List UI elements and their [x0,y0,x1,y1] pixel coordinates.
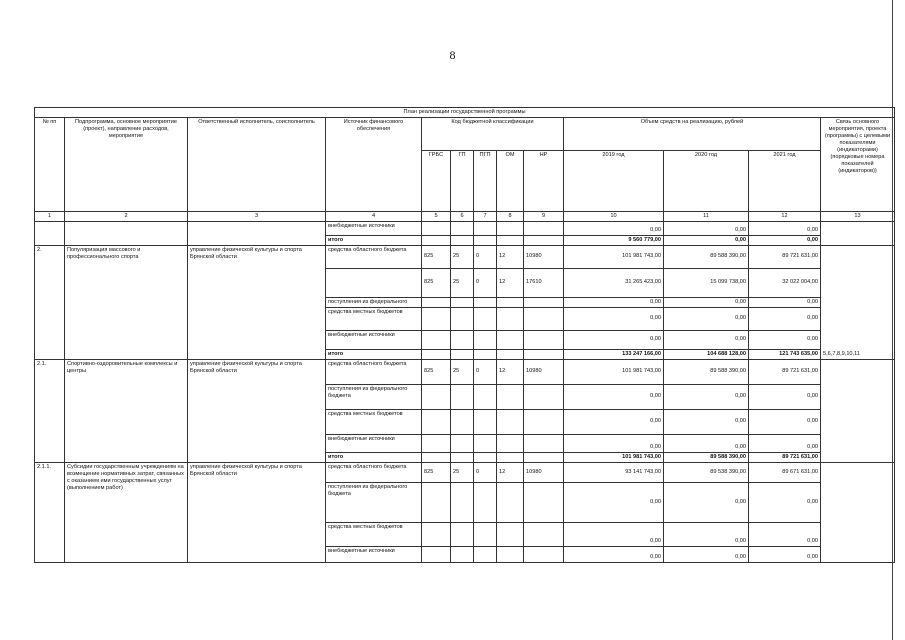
header-responsible: Ответственный исполнитель, соисполнитель [188,118,326,212]
header-subprogram: Подпрограмма, основное мероприятие (проект), направление расходов, мероприятие [65,118,188,212]
source-cell: внебюджетные источники [326,221,422,235]
value-2020: 0,00 [664,297,749,307]
value-2019: 9 560 779,00 [564,235,664,245]
header-grbs: ГРБС [422,151,451,212]
value-2019: 31 265 423,00 [564,268,664,297]
header-year-2021: 2021 год [749,151,821,212]
col-number: 5 [422,212,451,222]
header-year-2019: 2019 год [564,151,664,212]
header-source: Источник финансового обеспечения [326,118,422,212]
value-2020: 0,00 [664,307,749,330]
value-2021: 89 721 631,00 [749,452,821,462]
value-2020: 0,00 [664,384,749,409]
page-number: 8 [449,48,456,62]
value-2020: 89 588 390,00 [664,452,749,462]
header-gp: ГП [451,151,474,212]
source-cell: поступления из федерального бюджета [326,482,422,522]
value-2021: 0,00 [749,482,821,522]
code-om: 12 [497,268,524,297]
code-gp: 25 [451,268,474,297]
value-2021: 0,00 [749,384,821,409]
code-pgp: 0 [474,245,497,268]
value-2020: 89 588 390,00 [664,359,749,384]
value-2019: 0,00 [564,221,664,235]
source-cell: итого [326,452,422,462]
item-responsible: управление физической культуры и спорта Брянской области [188,359,326,462]
value-2021: 0,00 [749,434,821,452]
code-nr: 10980 [524,245,564,268]
code-pgp: 0 [474,359,497,384]
col-number: 6 [451,212,474,222]
header-pgp: ПГП [474,151,497,212]
value-2019: 101 981 743,00 [564,245,664,268]
source-cell: поступления из федерального бюджета [326,384,422,409]
value-2019: 101 981 743,00 [564,452,664,462]
source-cell: поступления из федерального [326,297,422,307]
table-row [35,359,895,384]
header-om: ОМ [497,151,524,212]
header-budget-code: Код бюджетной классификации [422,118,564,151]
col-number: 13 [821,212,895,222]
code-nr: 10980 [524,359,564,384]
source-cell: средства местных бюджетов [326,409,422,434]
col-number: 2 [65,212,188,222]
value-2021: 89 671 631,00 [749,462,821,482]
value-2021: 121 743 635,00 [749,349,821,359]
header-year-2020: 2020 год [664,151,749,212]
table-title: План реализации государственной программы [35,108,895,118]
code-grbs: 825 [422,268,451,297]
value-2021: 0,00 [749,235,821,245]
column-number-row [35,212,895,222]
source-cell: средства местных бюджетов [326,307,422,330]
col-number: 3 [188,212,326,222]
value-2019: 0,00 [564,546,664,562]
value-2021: 0,00 [749,297,821,307]
value-2021: 0,00 [749,522,821,546]
code-pgp: 0 [474,268,497,297]
source-cell: средства местных бюджетов [326,522,422,546]
code-gp: 25 [451,359,474,384]
code-om: 12 [497,245,524,268]
source-cell: итого [326,349,422,359]
value-2020: 104 688 128,00 [664,349,749,359]
value-2019: 0,00 [564,384,664,409]
value-2019: 0,00 [564,297,664,307]
code-nr: 10980 [524,462,564,482]
code-grbs: 825 [422,245,451,268]
value-2020: 0,00 [664,434,749,452]
value-2021: 89 721 631,00 [749,245,821,268]
value-2020: 0,00 [664,482,749,522]
value-2021: 0,00 [749,330,821,349]
table-row [35,245,895,268]
col-number: 8 [497,212,524,222]
value-2021: 0,00 [749,221,821,235]
value-2020: 0,00 [664,235,749,245]
value-2021: 89 721 631,00 [749,359,821,384]
source-cell: итого [326,235,422,245]
value-2020: 89 588 390,00 [664,245,749,268]
col-number: 7 [474,212,497,222]
value-2019: 0,00 [564,434,664,452]
value-2020: 89 538 390,00 [664,462,749,482]
item-number: 2. [35,245,65,359]
value-2020: 0,00 [664,330,749,349]
code-grbs: 825 [422,359,451,384]
item-name: Спортивно-оздоровительные комплексы и центры [65,359,188,462]
item-responsible: управление физической культуры и спорта Брянской области [188,462,326,562]
source-cell: средства областного бюджета [326,245,422,268]
source-cell: внебюджетные источники [326,546,422,562]
col-number: 10 [564,212,664,222]
value-2020: 15 099 738,00 [664,268,749,297]
value-2020: 0,00 [664,522,749,546]
program-plan-table [34,107,895,563]
source-cell: внебюджетные источники [326,434,422,452]
value-2021: 0,00 [749,307,821,330]
value-2021: 32 022 004,00 [749,268,821,297]
code-gp: 25 [451,245,474,268]
code-om: 12 [497,359,524,384]
code-grbs: 825 [422,462,451,482]
value-2020: 0,00 [664,221,749,235]
col-number: 4 [326,212,422,222]
col-number: 12 [749,212,821,222]
value-2019: 0,00 [564,522,664,546]
value-2019: 0,00 [564,482,664,522]
value-2019: 93 141 743,00 [564,462,664,482]
item-number: 2.1.1. [35,462,65,562]
value-2019: 101 981 743,00 [564,359,664,384]
table-row [35,221,895,235]
value-2020: 0,00 [664,546,749,562]
item-responsible: управление физической культуры и спорта Брянской области [188,245,326,359]
value-2019: 0,00 [564,409,664,434]
item-name: Популяризация массового и профессионального спорта [65,245,188,359]
item-name: Субсидии государственным учреждениям на возмещение нормативных затрат, связанных с оказанием ими государственных услуг (выполнением работ) [65,462,188,562]
col-number: 1 [35,212,65,222]
item-number: 2.1. [35,359,65,462]
table-row [35,462,895,482]
header-num: № пп [35,118,65,212]
value-2019: 0,00 [564,307,664,330]
code-om: 12 [497,462,524,482]
value-2019: 133 247 166,00 [564,349,664,359]
value-2021: 0,00 [749,546,821,562]
source-cell: средства областного бюджета [326,462,422,482]
value-2019: 0,00 [564,330,664,349]
code-gp: 25 [451,462,474,482]
source-cell: средства областного бюджета [326,359,422,384]
col-number: 9 [524,212,564,222]
code-nr: 17610 [524,268,564,297]
value-2020: 0,00 [664,409,749,434]
header-nr: НР [524,151,564,212]
code-pgp: 0 [474,462,497,482]
indicator-link: 5,6,7,8,9,10,11 [821,245,895,359]
value-2021: 0,00 [749,409,821,434]
header-funds: Объем средств на реализацию, рублей [564,118,821,151]
col-number: 11 [664,212,749,222]
source-cell: внебюджетные источники [326,330,422,349]
header-indicator-link: Связь основного мероприятия, проекта (программы) с целевыми показателями (индикаторами) (порядковые номера показателей (индикаторов)) [821,118,895,212]
